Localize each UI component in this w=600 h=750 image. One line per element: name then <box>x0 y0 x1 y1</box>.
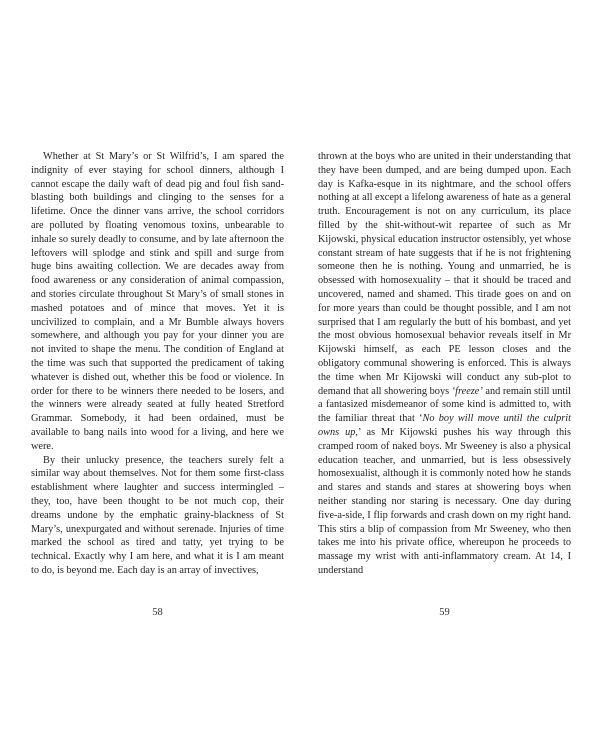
text-run: ’ as Mr Kijowski pushes his way through this cramped room of naked boys. Mr Sweeney is also a physical education teacher, and unmarried, but is less obsessively homosexualist, although it is commonly noted how he stands and stares and stands and stares at showering boys when neither standing nor staring is necessary. One day during five-a-side, I flip forwards and crash down on my right hand. This stirs a blip of compassion from Mr Sweeney, who then takes me into his private office, whereupon he proceeds to massage my wrist with anti-inflammatory cream. At 14, I understand <box>318 426 571 576</box>
right-page-text <box>318 150 571 578</box>
page-number: 59 <box>439 607 450 618</box>
text-run: and remain still until a fantasized misdemeanor of some kind is admitted to, with the familiar threat that ‘ <box>318 385 571 425</box>
italic-quote: No boy will move until the culprit owns up, <box>318 413 571 438</box>
page-number: 58 <box>152 607 163 618</box>
right-page <box>318 150 571 618</box>
italic-quote: ‘freeze’ <box>451 385 483 397</box>
left-page-text <box>31 150 284 578</box>
paragraph: By their unlucky presence, the teachers surely felt a similar way about themselves. Not for them some first-class establishment where laughter and success intermingled – they, too, have been thought to be not much cop, their dreams undone by the emphatic grainy-blackness of St Mary’s, unexpurgated and without serenade. Injuries of time marked the school as tired and tatty, yet trying to be technical. Exactly why I am here, and what it is I am meant to do, is beyond me. Each day is an array of invectives, <box>31 454 284 576</box>
paragraph <box>318 150 571 578</box>
text-run: thrown at the boys who are united in their understanding that they have been dumped, and are being dumped upon. Each day is Kafka-esque in its nightmare, and the school offers nothing at all except a lifelong awareness of hate as a general truth. Encouragement is not on any curriculum, its place filled by the shit-without-wit repartee of such as Mr Kijowski, physical education instructor ostensibly, yet whose constant stream of hate suggests that if he is not frightening someone then he is nothing. Young and unmarried, he is obsessed with homosexuality – that it should be traced and uncovered, named and shamed. This tirade goes on and on for more years than could be thought possible, and I am not surprised that I am regularly the butt of his bombast, and yet the most obvious homosexual behavior reveals itself in Mr Kijowski himself, as each PE lesson closes and the obligatory communal showering is enforced. This is always the time when Mr Kijowski will conduct any sub-plot to demand that all showering boys <box>318 151 571 397</box>
left-page <box>31 150 284 618</box>
paragraph: Whether at St Mary’s or St Wilfrid’s, I am spared the indignity of ever staying for school dinners, although I cannot escape the daily waft of dead pig and foul fish sand-blasting both buildings and clinging to the senses for a lifetime. Once the dinner vans arrive, the school corridors are polluted by floating venomous toxins, unbearable to inhale so surely deadly to consume, and by late afternoon the leftovers will splodge and stink and spill and surge from huge bins awaiting collection. We are decades away from food awareness or any consideration of animal compassion, and stories circulate throughout St Mary’s of small stones in mashed potatoes and of mince that moves. Yet it is uncivilized to complain, and a Mr Bumble always hovers somewhere, and although you pay for your dinner you are not invited to shape the menu. The condition of England at the time was such that supported the predicament of taking whatever is dished out, whether this be food or violence. In order for there to be winners there needed to be losers, and the winners were already seated at fully heated Stretford Grammar. Somebody, it had been ordained, must be available to bang nails into wood for a living, and here we were. <box>31 151 284 452</box>
